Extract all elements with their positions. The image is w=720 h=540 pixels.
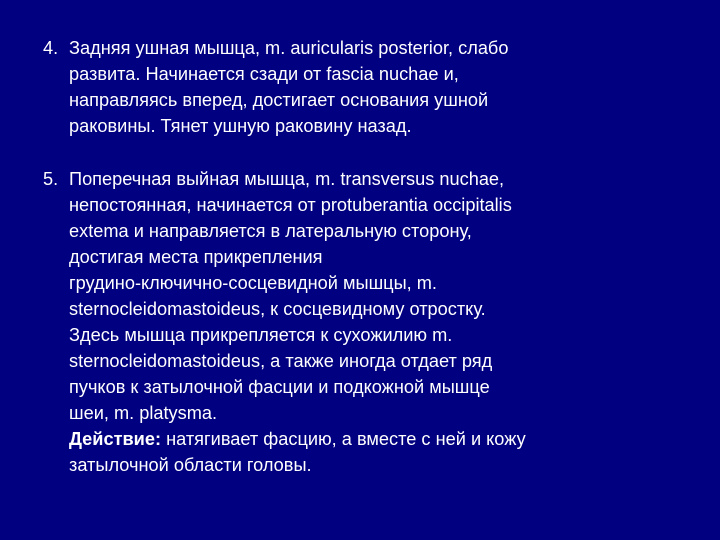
paragraph-4 [43,35,683,139]
text-line: развита. Начинается сзади от fascia nuchae и, [69,64,459,84]
text-line: sternocleidomastoideus, к сосцевидному отростку. [69,299,486,319]
action-line [69,426,683,452]
text-line: направляясь вперед, достигает основания ушной [69,90,489,110]
text-line: пучков к затылочной фасции и подкожной мышце [69,377,490,397]
paragraph-5 [43,166,683,478]
text-line: раковины. Тянет ушную раковину назад. [69,116,412,136]
text-line: затылочной области головы. [69,455,312,475]
action-label: Действие: [69,429,162,449]
text-line: sternocleidomastoideus, а также иногда отдает ряд [69,351,493,371]
paragraph-number: 4. [43,38,59,58]
text-line: Здесь мышца прикрепляется к сухожилию m. [69,325,453,345]
paragraph-body [69,166,683,478]
paragraph-body [69,35,683,139]
text-line: extema и направляется в латеральную сторону, [69,221,472,241]
action-text: натягивает фасцию, а вместе с ней и кожу [166,429,526,449]
slide-content [43,35,683,478]
text-line: Задняя ушная мышца, m. auricularis posterior, слабо [69,38,509,58]
text-line: непостоянная, начинается от protuberantia occipitalis [69,195,512,215]
text-line: достигая места прикрепления [69,247,323,267]
paragraph-number: 5. [43,169,59,189]
text-line: Поперечная выйная мышца, m. transversus nuchae, [69,169,505,189]
text-line: грудино-ключично-сосцевидной мышцы, m. [69,273,437,293]
text-line: шеи, m. platysma. [69,403,218,423]
